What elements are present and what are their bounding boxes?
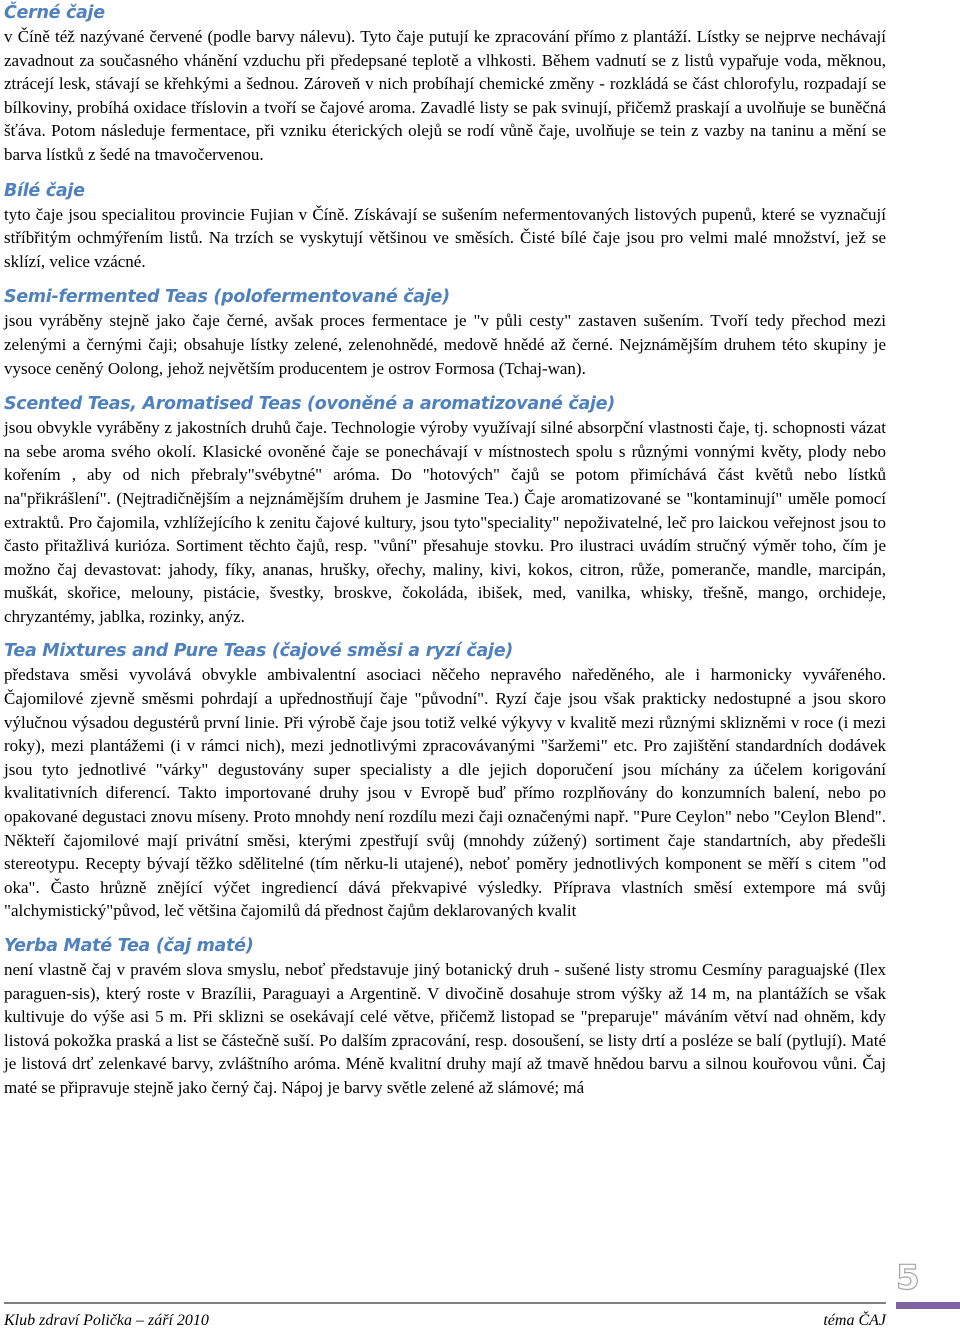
section-black-tea: [4, 0, 886, 167]
section-heading: Semi-fermented Teas (polofermentované čaje): [4, 287, 450, 308]
page-footer: [4, 1302, 886, 1330]
article: [4, 0, 886, 1100]
section-body: jsou obvykle vyráběny z jakostních druhů čaje. Technologie výroby využívají silné absorpční vlastnosti čaje, tj. schopnosti vázat na sebe aroma svého okolí. Klasické ovoněné čaje se ponechávají v místnostech spolu s různými vonnými květy, plody nebo kořením , aby od nich přebraly"svébytné" aróma. Do "hotových" čajů se potom přimíchává část květů nebo lístků na"přikrášlení". (Nejtradičnějším a nejznámějším druhem je Jasmine Tea.) Čaje aromatizované se "kontaminují" uměle pomocí extraktů. Pro čajomila, vzhlížejícího k zenitu čajové kultury, jsou tyto"speciality" nepoživatelné, leč pro laickou veřejnost jsou to často přitažlivá kurióza. Sortiment těchto čajů, resp. "vůní" přesahuje stovku. Pro ilustraci uvádím stručný výměr toho, čím je možno čaj devastovat: jahody, fíky, ananas, hrušky, ořechy, maliny, kivi, kokos, citron, růže, pomeranče, mandle, marcipán, muškát, skořice, melouny, pistácie, švestky, broskve, čokoláda, ibišek, med, vanilka, whisky, třešně, mango, orchideje, chryzantémy, jablka, rozinky, anýz.: [4, 418, 886, 626]
section-tea-mixtures: [4, 639, 886, 923]
section-heading: Tea Mixtures and Pure Teas (čajové směsi a ryzí čaje): [4, 641, 513, 662]
section-scented-teas: [4, 392, 886, 628]
section-heading: Scented Teas, Aromatised Teas (ovoněné a aromatizované čaje): [4, 394, 615, 415]
footer-right: téma ČAJ: [823, 1312, 886, 1329]
page-number-bar: [896, 1302, 960, 1309]
section-yerba-mate: [4, 934, 886, 1100]
page-number-badge: [896, 1258, 956, 1308]
section-heading: Yerba Maté Tea (čaj maté): [4, 936, 254, 956]
section-body: v Číně též nazývané červené (podle barvy nálevu). Tyto čaje putují ke zpracování přímo z plantáží. Lístky se nejprve nechávají zavadnout za současného vhánění vzduchu při předepsané teplotě a vlhkosti. Během vadnutí se z listů vypařuje voda, měknou, ztrácejí lesk, stávají se křehkými a šednou. Zároveň v nich probíhají chemické změny - rozkládá se část chlorofylu, rozpadají se bílkoviny, probíhá oxidace tříslovin a tvoří se čajové aroma. Zavadlé listy se pak svinují, přičemž praskají a uvolňuje se buněčná šťáva. Potom následuje fermentace, při vzniku éterických olejů se rodí vůně čaje, uvolňuje se tein z vazby na taninu a mění se barva lístků z šedé na tmavočervenou.: [4, 27, 886, 164]
footer-left: Klub zdraví Polička – září 2010: [4, 1312, 209, 1329]
section-semi-fermented: [4, 285, 886, 380]
section-body: není vlastně čaj v pravém slova smyslu, neboť představuje jiný botanický druh - sušené listy stromu Cesmíny paraguajské (Ilex paraguen-sis), který roste v Brazílii, Paraguayi a Argentině. V divočině dosahuje strom výšky až 14 m, na plantážích se však kultivuje do výše asi 5 m. Při sklizni se osekávají celé větve, přičemž listopad se "preparuje" máváním větví nad ohněm, kdy listová pokožka praská a list se částečně suší. Po dalším zpracování, resp. dosoušení, se listy drtí a posléze se balí (pytlují). Maté je listová drť zelenkavé barvy, zvláštního aróma. Méně kvalitní druhy mají až tmavě hnědou barvu a silnou kouřovou vůni. Čaj maté se připravuje stejně jako černý čaj. Nápoj je barvy světle zelené až slámové; má: [4, 960, 886, 1097]
section-heading: Černé čaje: [4, 3, 105, 23]
section-heading: Bílé čaje: [4, 180, 85, 201]
page-number: 5: [896, 1258, 920, 1298]
section-body: jsou vyráběny stejně jako čaje černé, avšak proces fermentace je "v půli cesty" zastaven sušením. Tvoří tedy přechod mezi zelenými a černými čaji; obsahuje lístky zelené, zelenohnědé, medově hnědé až černé. Nejznámějším druhem této skupiny je vysoce ceněný Oolong, jehož největším producentem je ostrov Formosa (Tchaj-wan).: [4, 311, 886, 378]
section-body: tyto čaje jsou specialitou provincie Fujian v Číně. Získávají se sušením nefermentovaných listových pupenů, které se vyznačují stříbřitým ochmýřením listů. Na trzích se vyskytují většinou ve směsích. Čisté bílé čaje jsou pro velmi malé množství, jež se sklízí, velice vzácné.: [4, 204, 886, 271]
section-white-tea: [4, 179, 886, 274]
section-body: představa směsi vyvolává obvykle ambivalentní asociaci něčeho nepravého naředěného, ale i harmonicky vyvářeného. Čajomilové zjevně směsmi pohrdají a upřednostňují čaje "původní". Ryzí čaje jsou však prakticky nedostupné a jsou skoro výlučnou výsadou degustérů první linie. Při výrobě čaje jsou totiž velké výkyvy v kvalitě mezi různými sklizněmi v roce (i mezi roky), mezi plantážemi (i v rámci nich), mezi jednotlivými zpracovávanými "šaržemi" etc. Pro zajištění standardních dodávek jsou tyto jednotlivé "várky" degustovány super specialisty a dle jejich doporučení jsou míchány za účelem korigování kvalitativních diferencí. Takto importované druhy jsou v Evropě buď přímo rozplňovány do konzumních balení, nebo po opakované degustaci znovu míseny. Proto mnohdy není rozdílu mezi čaji označenými např. "Pure Ceylon" nebo "Ceylon Blend". Někteří čajomilové mají privátní směsi, kterými zpestřují svůj (mnohdy zúžený) sortiment čaje standartních, aby předešli stereotypu. Recepty bývají těžko sdělitelné (tím něrku-li utajené), neboť poměry jednotlivých komponent se měří s citem "od oka". Často hrůzně znějící výčet ingrediencí dává překvapivé výsledky. Příprava vlastních směsí extempore má svůj "alchymistický"původ, leč většina čajomilů dá přednost čajům deklarovaných kvalit: [4, 665, 886, 921]
